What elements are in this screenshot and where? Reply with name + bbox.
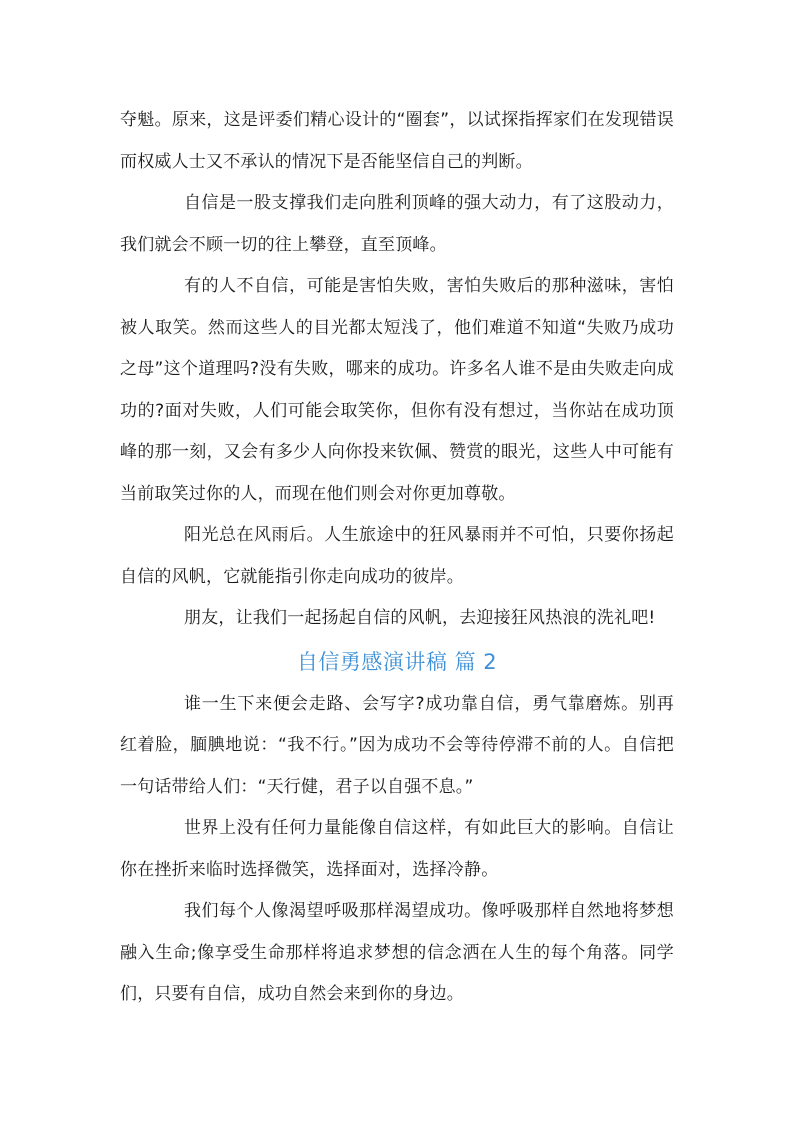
paragraph-5: 朋友，让我们一起扬起自信的风帆，去迎接狂风热浪的洗礼吧! bbox=[184, 608, 656, 628]
paragraph-6: 谁一生下来便会走路、会写字?成功靠自信，勇气靠磨炼。别再红着脸，腼腆地说：“我不行。”因为成功不会等待停滞不前的人。自信把一句话带给人们：“天行健，君子以自强不息。” bbox=[120, 693, 674, 797]
paragraph-2: 自信是一股支撑我们走向胜利顶峰的强大动力，有了这股动力，我们就会不顾一切的往上攀登，直至顶峰。 bbox=[120, 193, 674, 255]
paragraph-7: 世界上没有任何力量能像自信这样，有如此巨大的影响。自信让你在挫折来临时选择微笑，选择面对，选择冷静。 bbox=[120, 818, 674, 880]
paragraph-1: 夺魁。原来，这是评委们精心设计的“圈套”，以试探指挥家们在发现错误而权威人士又不承认的情况下是否能坚信自己的判断。 bbox=[120, 110, 674, 172]
section-heading: 自信勇感演讲稿 篇 2 bbox=[296, 649, 498, 674]
paragraph-4: 阳光总在风雨后。人生旅途中的狂风暴雨并不可怕，只要你扬起自信的风帆，它就能指引你走向成功的彼岸。 bbox=[120, 525, 674, 587]
paragraph-8: 我们每个人像渴望呼吸那样渴望成功。像呼吸那样自然地将梦想融入生命;像享受生命那样将追求梦想的信念洒在人生的每个角落。同学们，只要有自信，成功自然会来到你的身边。 bbox=[120, 901, 674, 1004]
paragraph-3: 有的人不自信，可能是害怕失败，害怕失败后的那种滋味，害怕被人取笑。然而这些人的目光都太短浅了，他们难道不知道“失败乃成功之母”这个道理吗?没有失败，哪来的成功。许多名人谁不是由失败走向成功的?面对失败，人们可能会取笑你，但你有没有想过，当你站在成功顶峰的那一刻，又会有多少人向你投来钦佩、赞赏的眼光，这些人中可能有当前取笑过你的人，而现在他们则会对你更加尊敬。 bbox=[120, 276, 674, 504]
